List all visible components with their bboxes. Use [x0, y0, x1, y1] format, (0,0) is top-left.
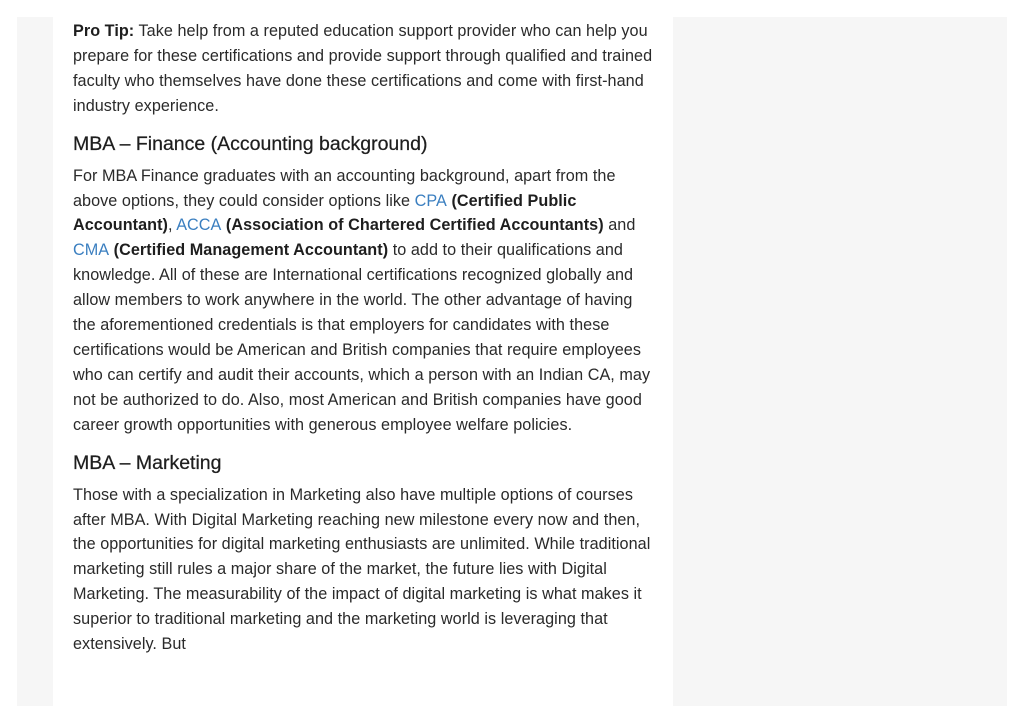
acca-full-name: (Association of Chartered Certified Accountants): [221, 216, 604, 235]
article-content: [73, 19, 655, 667]
cma-link[interactable]: CMA: [73, 241, 110, 260]
marketing-paragraph: Those with a specialization in Marketing also have multiple options of courses after MBA. With Digital Marketing reaching new milestone every now and then, the opportunities for digital marketing enthusiasts are unlimited. While traditional marketing still rules a major share of the market, the future lies with Digital Marketing. The measurability of the impact of digital marketing is what makes it superior to traditional marketing and the marketing world is leveraging that extensively. But: [73, 485, 651, 654]
finance-paragraph: [73, 164, 655, 438]
pro-tip-label: Pro Tip:: [73, 22, 135, 40]
cpa-link[interactable]: CPA: [414, 191, 447, 210]
cpa-full-name: (Certified Public Accountant): [73, 191, 577, 235]
finance-heading: MBA – Finance (Accounting background): [73, 132, 428, 155]
sidebar: [673, 17, 1007, 706]
pro-tip-text: Take help from a reputed education support provider who can help you prepare for these certifications and provide support through qualified and trained faculty who themselves have done these certifications and come with first-hand industry experience.: [73, 22, 653, 115]
marketing-heading: MBA – Marketing: [73, 451, 222, 474]
pro-tip-paragraph: [73, 19, 655, 119]
article-column: [53, 17, 673, 706]
cma-full-name: (Certified Management Accountant): [109, 241, 389, 260]
finance-and: and: [603, 216, 636, 235]
finance-rest: to add to their qualifications and knowledge. All of these are International certifications recognized globally and allow members to work anywhere in the world. The other advantage of having the aforementioned credentials is that employers for candidates with these certifications would be American and British companies that require employees who can certify and audit their accounts, which a person with an Indian CA, may not be authorized to do. Also, most American and British companies have good career growth opportunities with generous employee welfare policies.: [73, 241, 651, 434]
finance-intro: For MBA Finance graduates with an accounting background, apart from the above options, they could consider options like: [73, 166, 616, 210]
finance-separator: ,: [167, 216, 177, 235]
acca-link[interactable]: ACCA: [176, 216, 222, 235]
